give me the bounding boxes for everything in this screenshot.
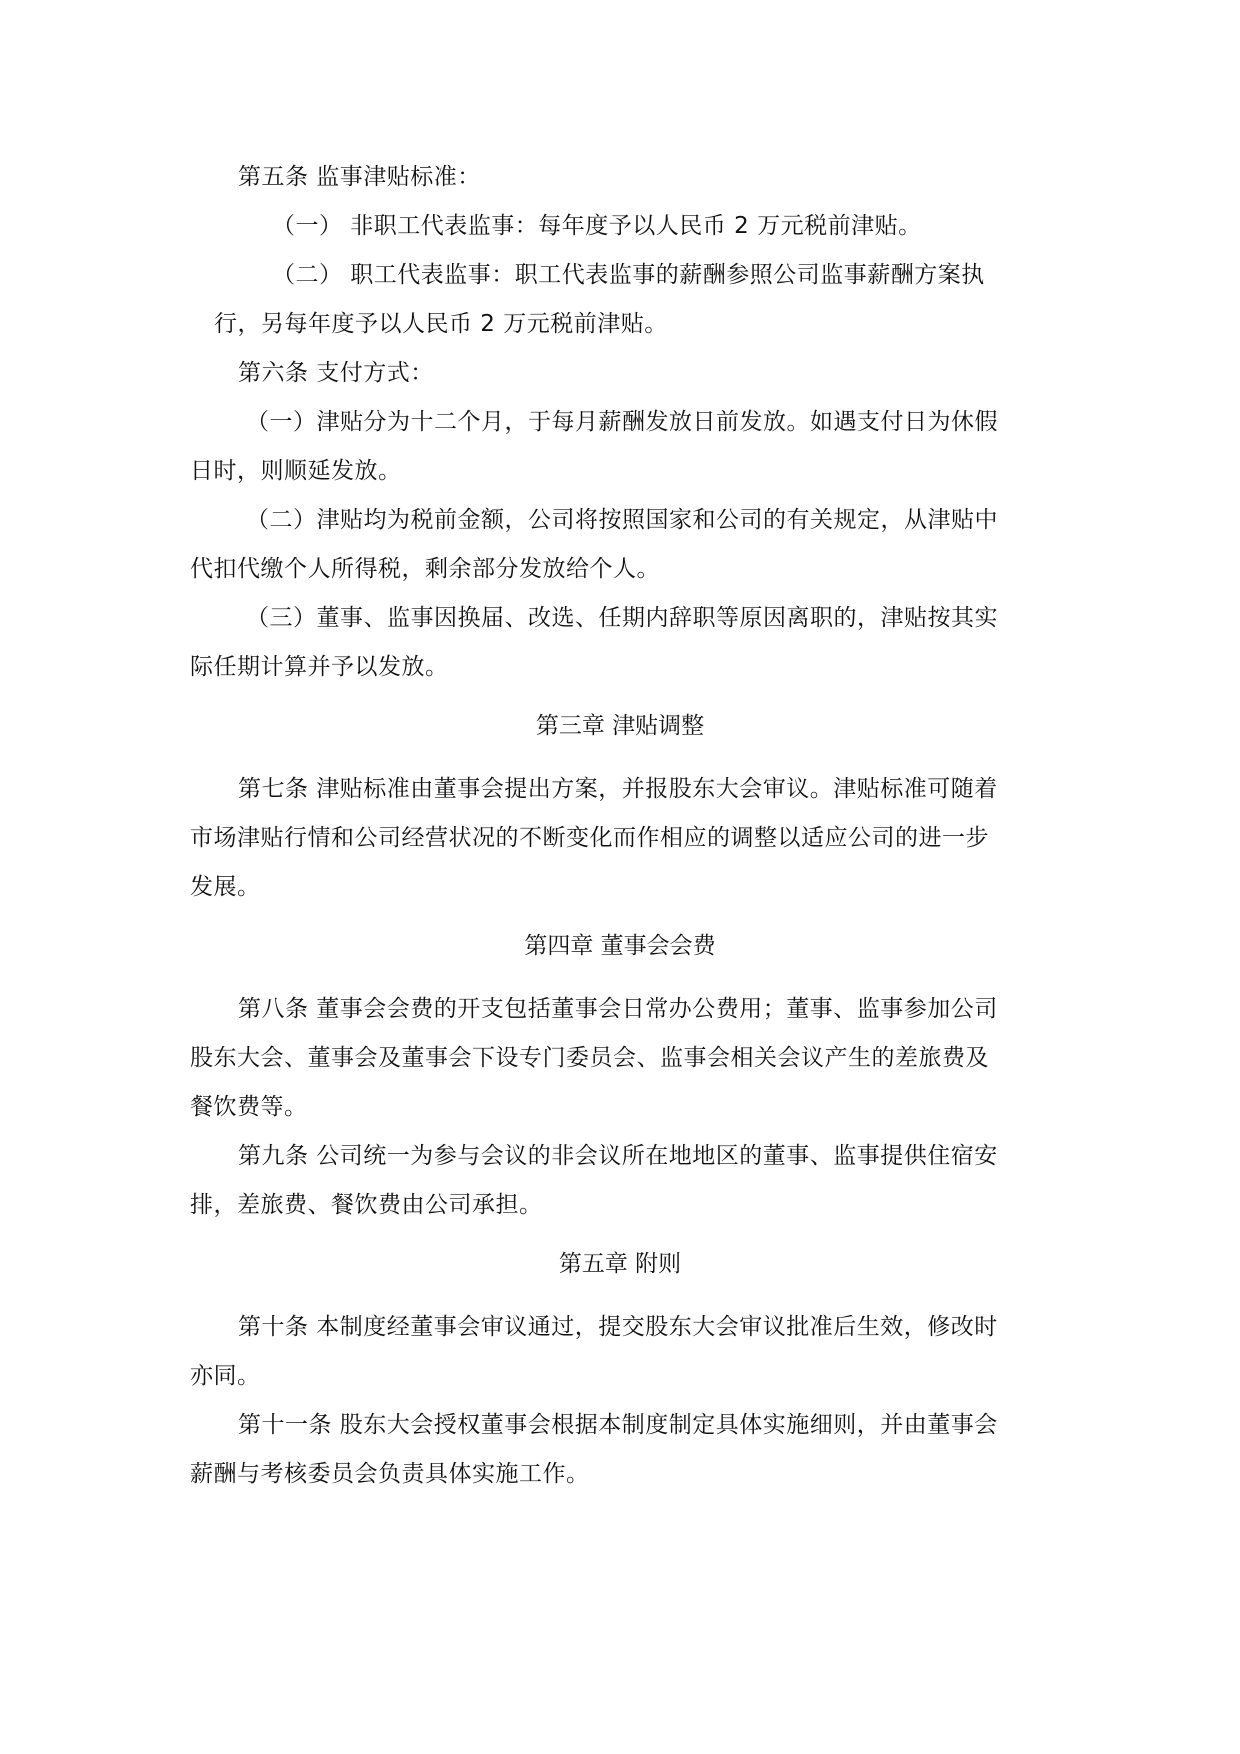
chapter-3-heading: 第三章 津贴调整 bbox=[535, 713, 705, 739]
article-11-line-2: 薪酬与考核委员会负责具体实施工作。 bbox=[190, 1461, 590, 1487]
article-7-line-2: 市场津贴行情和公司经营状况的不断变化而作相应的调整以适应公司的进一步 bbox=[190, 825, 989, 851]
article-5-item-2-line-2: 行，另每年度予以人民币 2 万元税前津贴。 bbox=[214, 311, 668, 337]
article-6-item-2-line-2: 代扣代缴个人所得税，剩余部分发放给个人。 bbox=[190, 556, 660, 582]
article-6-title: 第六条 支付方式： bbox=[238, 360, 434, 386]
article-9-line-2: 排，差旅费、餐饮费由公司承担。 bbox=[190, 1192, 543, 1218]
article-7-line-3: 发展。 bbox=[190, 874, 261, 900]
article-6-item-3-line-1: （三）董事、监事因换届、改选、任期内辞职等原因离职的，津贴按其实 bbox=[246, 605, 998, 631]
article-7-line-1: 第七条 津贴标准由董事会提出方案，并报股东大会审议。津贴标准可随着 bbox=[238, 776, 998, 802]
article-6-item-1-line-1: （一）津贴分为十二个月，于每月薪酬发放日前发放。如遇支付日为休假 bbox=[246, 409, 998, 435]
chapter-5-heading: 第五章 附则 bbox=[558, 1251, 682, 1277]
article-6-item-3-line-2: 际任期计算并予以发放。 bbox=[190, 654, 449, 680]
chapter-4-heading: 第四章 董事会会费 bbox=[524, 933, 716, 959]
article-10-line-2: 亦同。 bbox=[190, 1363, 261, 1389]
article-9-line-1: 第九条 公司统一为参与会议的非会议所在地地区的董事、监事提供住宿安 bbox=[238, 1143, 998, 1169]
article-5-title: 第五条 监事津贴标准： bbox=[238, 164, 481, 190]
article-8-line-3: 餐饮费等。 bbox=[190, 1094, 308, 1120]
article-6-item-2-line-1: （二）津贴均为税前金额，公司将按照国家和公司的有关规定，从津贴中 bbox=[246, 507, 998, 533]
article-5-item-1: （一） 非职工代表监事：每年度予以人民币 2 万元税前津贴。 bbox=[272, 213, 922, 239]
article-8-line-2: 股东大会、董事会及董事会下设专门委员会、监事会相关会议产生的差旅费及 bbox=[190, 1045, 989, 1071]
article-11-line-1: 第十一条 股东大会授权董事会根据本制度制定具体实施细则，并由董事会 bbox=[238, 1412, 998, 1438]
article-10-line-1: 第十条 本制度经董事会审议通过，提交股东大会审议批准后生效，修改时 bbox=[238, 1314, 998, 1340]
article-6-item-1-line-2: 日时，则顺延发放。 bbox=[190, 458, 402, 484]
article-8-line-1: 第八条 董事会会费的开支包括董事会日常办公费用；董事、监事参加公司 bbox=[238, 996, 998, 1022]
article-5-item-2-line-1: （二） 职工代表监事：职工代表监事的薪酬参照公司监事薪酬方案执 bbox=[272, 262, 985, 288]
